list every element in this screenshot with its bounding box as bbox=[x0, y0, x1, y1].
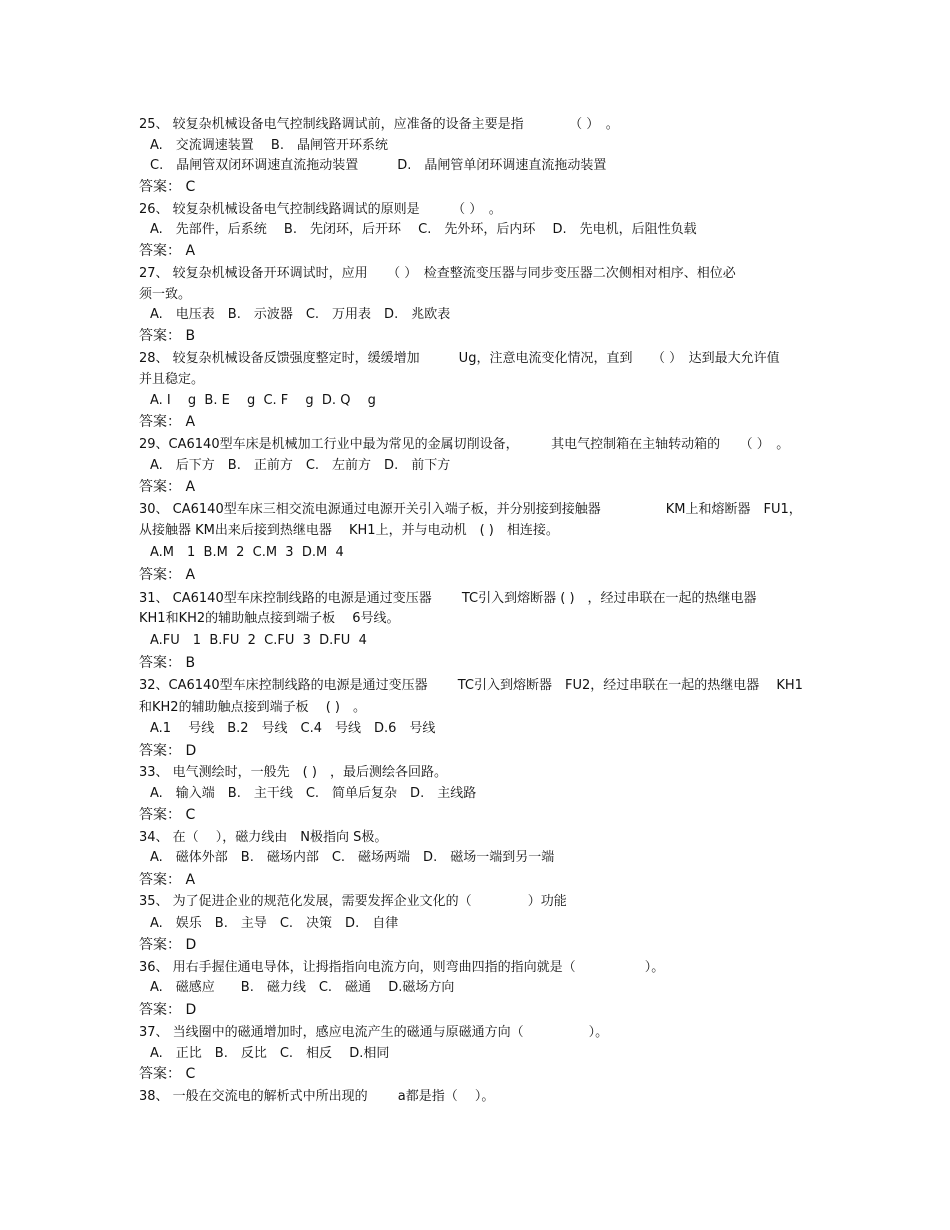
question-30-stem: 30、 CA6140型车床三相交流电源通过电源开关引入端子板，并分别接到接触器 KM上和熔断器 FU1， bbox=[139, 502, 802, 517]
question-28-stem-continued: 并且稳定。 bbox=[139, 372, 205, 387]
question-34-answer: 答案： A bbox=[139, 872, 196, 888]
question-28-answer: 答案： A bbox=[139, 414, 196, 430]
question-37-options: A. 正比 B. 反比 C. 相反 D.相同 bbox=[150, 1046, 390, 1061]
question-28-stem: 28、 较复杂机械设备反馈强度整定时，缓缓增加 Ug，注意电流变化情况，直到 （ ） 达到最大允许值 bbox=[139, 351, 780, 366]
question-32-stem: 32、CA6140型车床控制线路的电源是通过变压器 TC引入到熔断器 FU2，经过串联在一起的热继电器 KH1 bbox=[139, 678, 803, 693]
question-35-stem: 35、 为了促进企业的规范化发展，需要发挥企业文化的（ ）功能 bbox=[139, 894, 567, 909]
question-34-stem: 34、 在（ ），磁力线由 N极指向 S极。 bbox=[139, 830, 388, 845]
question-29-answer: 答案： A bbox=[139, 479, 196, 495]
question-28-options: A. I g B. E g C. F g D. Q g bbox=[150, 393, 376, 408]
question-26-stem: 26、 较复杂机械设备电气控制线路调试的原则是 （ ） 。 bbox=[139, 202, 502, 217]
question-34-options: A. 磁体外部 B. 磁场内部 C. 磁场两端 D. 磁场一端到另一端 bbox=[150, 850, 555, 865]
question-37-answer: 答案： C bbox=[139, 1066, 196, 1082]
question-30-answer: 答案： A bbox=[139, 567, 196, 583]
question-32-stem-continued: 和KH2的辅助触点接到端子板 ( ) 。 bbox=[139, 700, 366, 715]
question-25-answer: 答案： C bbox=[139, 179, 196, 195]
question-32-options: A.1 号线 B.2 号线 C.4 号线 D.6 号线 bbox=[150, 721, 436, 736]
question-33-options: A. 输入端 B. 主干线 C. 简单后复杂 D. 主线路 bbox=[150, 786, 477, 801]
question-27-answer: 答案： B bbox=[139, 328, 196, 344]
question-35-answer: 答案： D bbox=[139, 937, 197, 953]
question-26-options: A. 先部件，后系统 B. 先闭环，后开环 C. 先外环，后内环 D. 先电机，后阻性负载 bbox=[150, 222, 697, 237]
question-30-stem-continued: 从接触器 KM出来后接到热继电器 KH1上，并与电动机 ( ) 相连接。 bbox=[139, 523, 559, 538]
question-31-stem-continued: KH1和KH2的辅助触点接到端子板 6号线。 bbox=[139, 611, 400, 626]
question-26-answer: 答案： A bbox=[139, 243, 196, 259]
question-29-options: A. 后下方 B. 正前方 C. 左前方 D. 前下方 bbox=[150, 458, 451, 473]
question-33-stem: 33、 电气测绘时，一般先 ( ) ，最后测绘各回路。 bbox=[139, 765, 447, 780]
question-36-options: A. 磁感应 B. 磁力线 C. 磁通 D.磁场方向 bbox=[150, 980, 455, 995]
question-38-stem: 38、 一般在交流电的解析式中所出现的 a都是指（ ）。 bbox=[139, 1089, 495, 1104]
question-35-options: A. 娱乐 B. 主导 C. 决策 D. 自律 bbox=[150, 916, 399, 931]
question-29-stem: 29、CA6140型车床是机械加工行业中最为常见的金属切削设备， 其电气控制箱在主轴转动箱的 （ ） 。 bbox=[139, 437, 790, 452]
question-27-stem-continued: 须一致。 bbox=[139, 287, 192, 302]
question-32-answer: 答案： D bbox=[139, 743, 197, 759]
question-36-stem: 36、 用右手握住通电导体，让拇指指向电流方向，则弯曲四指的指向就是（ ）。 bbox=[139, 960, 665, 975]
question-27-stem: 27、 较复杂机械设备开环调试时，应用 （ ） 检查整流变压器与同步变压器二次侧相对相序、相位必 bbox=[139, 266, 736, 281]
question-30-options: A.M 1 B.M 2 C.M 3 D.M 4 bbox=[150, 545, 344, 560]
question-25-options-1: A. 交流调速装置 B. 晶闸管开环系统 bbox=[150, 138, 388, 153]
question-37-stem: 37、 当线圈中的磁通增加时，感应电流产生的磁通与原磁通方向（ ）。 bbox=[139, 1025, 609, 1040]
question-27-options: A. 电压表 B. 示波器 C. 万用表 D. 兆欧表 bbox=[150, 307, 451, 322]
question-25-stem: 25、 较复杂机械设备电气控制线路调试前，应准备的设备主要是指 （ ） 。 bbox=[139, 117, 619, 132]
question-31-options: A.FU 1 B.FU 2 C.FU 3 D.FU 4 bbox=[150, 633, 367, 648]
question-36-answer: 答案： D bbox=[139, 1002, 197, 1018]
question-31-stem: 31、 CA6140型车床控制线路的电源是通过变压器 TC引入到熔断器 ( ) ，经过串联在一起的热继电器 bbox=[139, 591, 757, 606]
question-25-options-2: C. 晶闸管双闭环调速直流拖动装置 D. 晶闸管单闭环调速直流拖动装置 bbox=[150, 158, 607, 173]
question-31-answer: 答案： B bbox=[139, 655, 196, 671]
question-33-answer: 答案： C bbox=[139, 807, 196, 823]
